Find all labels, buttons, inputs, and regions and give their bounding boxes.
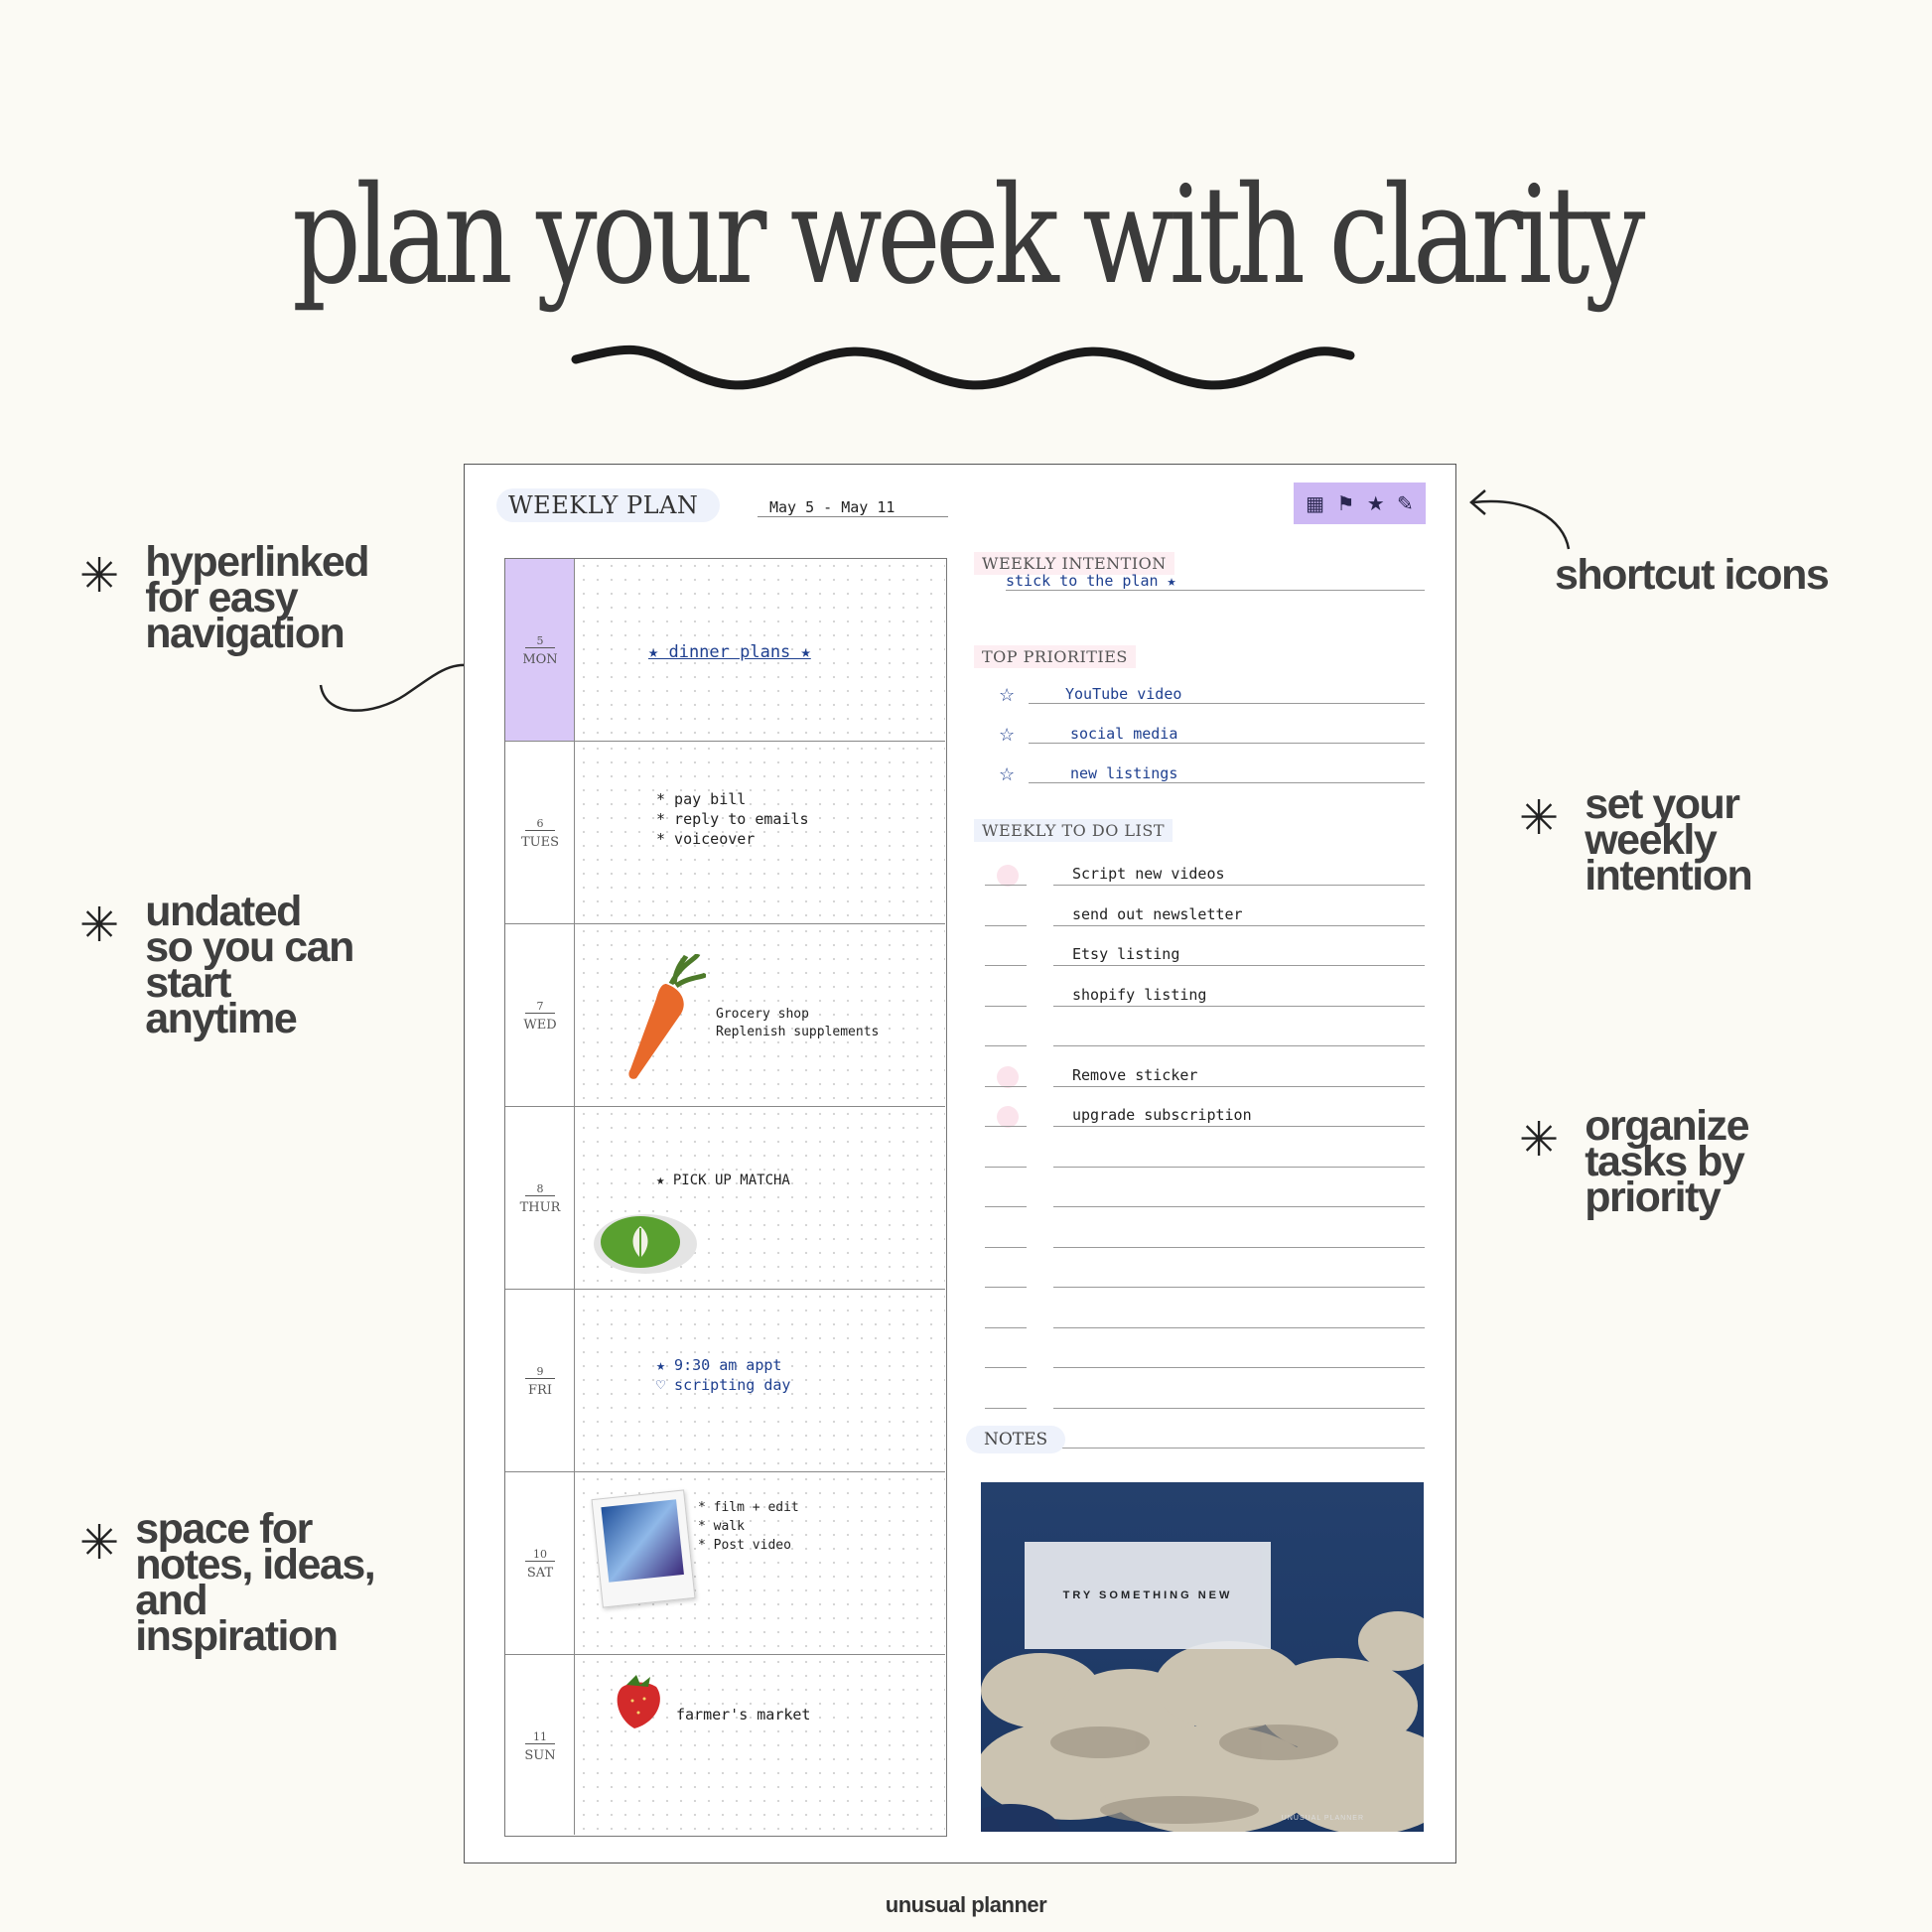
todo-line[interactable]	[1053, 1006, 1425, 1007]
todo-checkbox[interactable]	[985, 925, 1027, 926]
notes-label: NOTES	[966, 1426, 1065, 1453]
todo-line[interactable]	[1053, 1045, 1425, 1046]
day-row-wed	[505, 924, 945, 1107]
headline: plan your week with clarity	[292, 158, 1640, 315]
todo-item: shopify listing	[1072, 985, 1207, 1004]
brand-footer: unusual planner	[885, 1892, 1047, 1917]
day-notes-area[interactable]	[577, 1290, 945, 1471]
day-note: farmer's market	[676, 1706, 811, 1724]
day-notes-area[interactable]	[577, 559, 945, 741]
todo-checkbox[interactable]	[985, 1327, 1027, 1328]
todo-item: Etsy listing	[1072, 945, 1180, 963]
todo-line[interactable]	[1053, 885, 1425, 886]
pencil-icon[interactable]: ✎	[1397, 492, 1414, 515]
asterisk-icon: ✳	[79, 897, 120, 953]
feature-hyperlinked: ✳ hyperlinked for easy navigation	[79, 538, 369, 657]
priority-line[interactable]	[1029, 782, 1425, 783]
days-column	[504, 558, 947, 1837]
priority-item: social media	[1070, 725, 1178, 743]
carrot-sticker	[626, 954, 706, 1083]
day-notes-area[interactable]	[577, 1655, 945, 1835]
day-notes-area[interactable]	[577, 1107, 945, 1289]
todo-line[interactable]	[1053, 1287, 1425, 1288]
day-row-mon	[505, 559, 945, 742]
asterisk-icon: ✳	[79, 548, 120, 604]
weekly-plan-title: WEEKLY PLAN	[496, 488, 720, 522]
asterisk-icon: ✳	[1519, 1112, 1560, 1168]
image-brand-mark: UNUSUAL PLANNER	[1281, 1815, 1364, 1822]
priority-star-icon[interactable]: ☆	[999, 725, 1016, 745]
priority-star-icon[interactable]: ☆	[999, 764, 1016, 784]
todo-line[interactable]	[1053, 925, 1425, 926]
squiggle-divider	[571, 338, 1355, 397]
notes-image-caption: TRY SOMETHING NEW	[1025, 1542, 1271, 1649]
todo-line[interactable]	[1053, 1367, 1425, 1368]
todo-checkbox[interactable]	[985, 1006, 1027, 1007]
matcha-sticker	[591, 1206, 700, 1276]
priority-line[interactable]	[1029, 703, 1425, 704]
todo-checkbox[interactable]	[985, 1367, 1027, 1368]
day-link-fri[interactable]: 9 FRI	[505, 1290, 575, 1471]
todo-line[interactable]	[1053, 1408, 1425, 1409]
todo-item: Script new videos	[1072, 865, 1225, 883]
day-link-mon[interactable]: 5 MON	[505, 559, 575, 741]
day-row-sun	[505, 1655, 945, 1835]
asterisk-icon: ✳	[79, 1515, 120, 1571]
todo-dot	[997, 865, 1019, 887]
day-notes-area[interactable]	[577, 924, 945, 1106]
strawberry-sticker	[613, 1673, 666, 1730]
shortcut-icons-bar	[1294, 483, 1426, 524]
todo-checkbox[interactable]	[985, 1408, 1027, 1409]
todo-item: upgrade subscription	[1072, 1106, 1252, 1124]
todo-item: send out newsletter	[1072, 904, 1243, 923]
todo-line[interactable]	[1053, 1448, 1425, 1449]
day-notes-area[interactable]	[577, 1472, 945, 1654]
todo-checkbox[interactable]	[985, 1206, 1027, 1207]
asterisk-icon: ✳	[1519, 790, 1560, 846]
planner-page	[464, 464, 1456, 1863]
day-row-thur	[505, 1107, 945, 1290]
top-priorities-label: TOP PRIORITIES	[974, 645, 1136, 668]
day-link-wed[interactable]: 7 WED	[505, 924, 575, 1106]
todo-line[interactable]	[1053, 1126, 1425, 1127]
date-range[interactable]: May 5 - May 11	[758, 498, 948, 517]
todo-line[interactable]	[1053, 1327, 1425, 1328]
priority-item: YouTube video	[1065, 685, 1182, 703]
todo-checkbox[interactable]	[985, 1247, 1027, 1248]
todo-line[interactable]	[1053, 1086, 1425, 1087]
arrow-to-icons	[1459, 484, 1579, 554]
todo-label: WEEKLY TO DO LIST	[974, 819, 1173, 842]
weekly-intention-label: WEEKLY INTENTION	[974, 552, 1174, 575]
flag-icon[interactable]: ⚑	[1336, 492, 1355, 515]
day-note: Grocery shop Replenish supplements	[716, 1007, 880, 1039]
todo-checkbox[interactable]	[985, 1167, 1027, 1168]
star-icon[interactable]: ★	[1366, 492, 1385, 515]
calendar-icon[interactable]: ▦	[1306, 492, 1325, 515]
feature-notes-space: ✳ space for notes, ideas, and inspiration	[79, 1505, 375, 1660]
todo-checkbox[interactable]	[985, 965, 1027, 966]
todo-dot	[997, 1066, 1019, 1088]
todo-dot	[997, 1106, 1019, 1128]
todo-item: Remove sticker	[1072, 1065, 1198, 1084]
day-note: * pay bill * reply to emails * voiceover	[656, 790, 809, 848]
day-row-tues	[505, 742, 945, 924]
shortcut-icons-callout: shortcut icons	[1555, 551, 1829, 599]
day-link-tues[interactable]: 6 TUES	[505, 742, 575, 923]
todo-checkbox[interactable]	[985, 885, 1027, 886]
feature-priority: ✳ organize tasks by priority	[1519, 1102, 1749, 1221]
priority-star-icon[interactable]: ☆	[999, 685, 1016, 705]
priority-item: new listings	[1070, 764, 1178, 782]
feature-undated: ✳ undated so you can start anytime	[79, 888, 353, 1042]
day-link-sun[interactable]: 11 SUN	[505, 1655, 575, 1835]
day-note: ★ 9:30 am appt ♡ scripting day	[656, 1356, 791, 1394]
notes-inspiration-image	[981, 1482, 1424, 1832]
todo-line[interactable]	[1053, 1247, 1425, 1248]
cloud-sky-image	[981, 1482, 1424, 1832]
todo-line[interactable]	[1053, 965, 1425, 966]
todo-checkbox[interactable]	[985, 1086, 1027, 1087]
intention-value: stick to the plan ★	[1006, 572, 1176, 590]
todo-checkbox[interactable]	[985, 1287, 1027, 1288]
intention-line[interactable]	[1006, 590, 1425, 591]
day-note: ★ PICK UP MATCHA	[656, 1173, 790, 1188]
priority-line[interactable]	[1029, 743, 1425, 744]
todo-checkbox[interactable]	[985, 1126, 1027, 1127]
day-row-fri	[505, 1290, 945, 1472]
day-note: * film + edit * walk * Post video	[698, 1500, 799, 1553]
day-notes-area[interactable]	[577, 742, 945, 923]
day-link-thur[interactable]: 8 THUR	[505, 1107, 575, 1289]
day-note: ★ dinner plans ★	[648, 642, 811, 662]
todo-checkbox[interactable]	[985, 1045, 1027, 1046]
feature-intention: ✳ set your weekly intention	[1519, 780, 1752, 899]
day-row-sat	[505, 1472, 945, 1655]
day-link-sat[interactable]: 10 SAT	[505, 1472, 575, 1654]
polaroid-sticker	[592, 1489, 696, 1607]
todo-line[interactable]	[1053, 1167, 1425, 1168]
todo-line[interactable]	[1053, 1206, 1425, 1207]
